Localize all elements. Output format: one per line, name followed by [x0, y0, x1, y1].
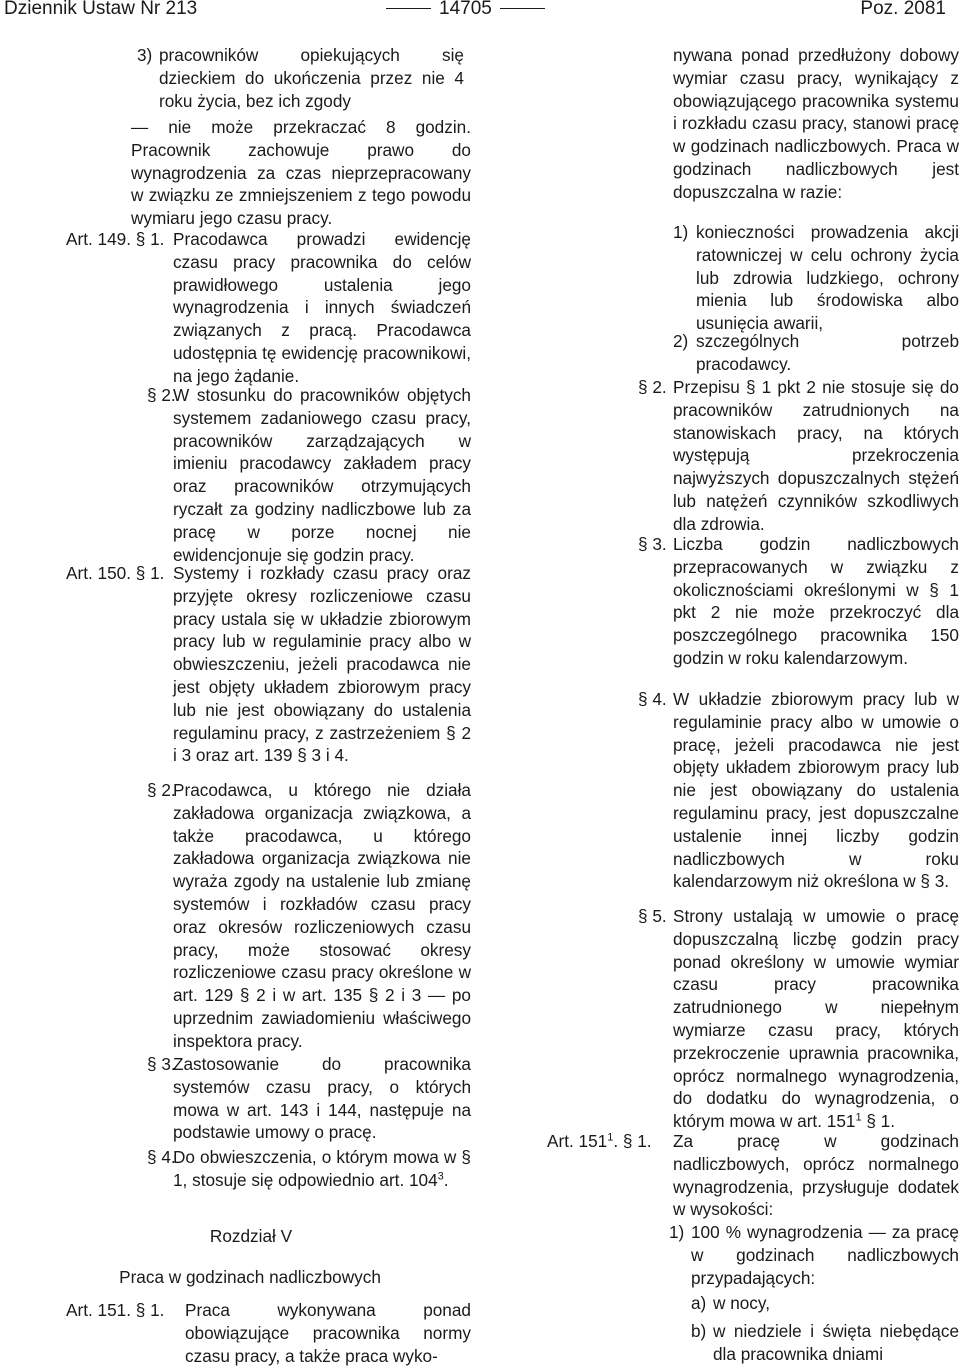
art-151-1-text: Za pracę w godzinach nadliczbowych, oprócz normalnego wynagrodzenia, przysługuje dodatek w wysokości: [673, 1131, 959, 1220]
art-151-1-label [547, 1130, 652, 1153]
art-149-label: Art. 149. § 1. [66, 229, 165, 249]
par-5-label: § 5. [638, 906, 667, 926]
rate-1-label: 1) [669, 1222, 685, 1242]
art-150-par-3: Zastosowanie do pracownika systemów czasu pracy, o których mowa w art. 143 i 144, następuje na podstawie umowy o pracę. [173, 1054, 471, 1143]
art-150-par-4-text: Do obwieszczenia, o którym mowa w § 1, stosuje się odpowiednio art. 104 [173, 1147, 471, 1190]
par-5-text [673, 905, 959, 1133]
par-5-end: § 1. [866, 1111, 896, 1132]
par-2-label: § 2. [638, 377, 667, 397]
art-150-par-4 [173, 1146, 471, 1192]
art-150-par-4-label: § 4. [147, 1147, 176, 1167]
art-150-label: Art. 150. § 1. [66, 563, 165, 583]
item-2-text: szczególnych potrzeb pracodawcy. [696, 331, 959, 374]
position-number: Poz. 2081 [860, 0, 946, 19]
rate-a-text: w nocy, [713, 1293, 770, 1313]
par-3-label: § 3. [638, 534, 667, 554]
par-2-text: Przepisu § 1 pkt 2 nie stosuje się do pracowników zatrudnionych na stanowiskach pracy, na których występują przekroczenia najwyższych dopuszczalnych stężeń lub natężeń czynników szkodliwych dla zdrowia. [673, 377, 959, 534]
chapter-number: Rozdział V [209, 1226, 293, 1246]
item-1-label: 1) [673, 222, 689, 242]
art-150-par-2: Pracodawca, u którego nie działa zakładowa organizacja związkowa, a także pracodawca, u którego zakładowa organizacja związkowa nie wyraża zgody na ustalenie lub zmianę systemów i rozkładów czasu pracy oraz okresów rozliczeniowych czasu pracy, może stosować okresy rozliczeniowe czasu pracy określone w art. 129 § 2 i w art. 135 § 2 i 3 — po uprzednim zawiadomieniu właściwego inspektora pracy. [173, 780, 471, 1051]
art-150-par-4-sup: 3 [437, 1170, 444, 1183]
art-150-par-3-label: § 3. [147, 1054, 176, 1074]
rate-b-text: w niedziele i święta niebędące dla pracownika dniami [713, 1321, 959, 1364]
art-151-label: Art. 151. § 1. [66, 1300, 165, 1320]
art-151-par-1: Praca wykonywana ponad obowiązujące pracownika normy czasu pracy, a także praca wyko- [185, 1300, 471, 1366]
rate-a-label: a) [691, 1293, 707, 1313]
journal-title: Dziennik Ustaw Nr 213 [4, 0, 198, 19]
item-2-label: 2) [673, 331, 689, 351]
art-150-par-4-end: . [443, 1169, 449, 1190]
par-5-sup: 1 [855, 1111, 862, 1124]
chapter-title: Praca w godzinach nadliczbowych [119, 1267, 381, 1287]
art-150-par-2-label: § 2. [147, 780, 176, 800]
par-3-text: Liczba godzin nadliczbowych przepracowanych w związku z okolicznościami określonymi w § 1 pkt 2 nie może przekroczyć dla poszczególnego pracownika 150 godzin w roku kalendarzowym. [673, 534, 959, 668]
par-4-text: W układzie zbiorowym pracy lub w regulaminie pracy albo w umowie o pracę, jeżeli pracodawca nie jest objęty układem zbiorowym pracy lub nie jest obowiązany do ustalenia regulaminu pracy, jest dopuszczalne ustalenie innej liczby godzin nadliczbowych w roku kalendarzowym niż określona w § 3. [673, 689, 959, 892]
art-150-par-1: Systemy i rozkłady czasu pracy oraz przyjęte okresy rozliczeniowe czasu pracy ustala się w układzie zbiorowym pracy lub w regulaminie pracy albo w obwieszczeniu, jeżeli pracodawca nie jest objęty układem zbiorowym pracy lub nie jest obowiązany do ustalenia regulaminu pracy, z zastrzeżeniem § 2 i 3 oraz art. 139 § 3 i 4. [173, 563, 471, 766]
par-4-label: § 4. [638, 689, 667, 709]
art-151-1-sup: 1 [607, 1131, 614, 1144]
item-3-label: 3) [137, 45, 153, 65]
par-5-body: Strony ustalają w umowie o pracę dopuszczalną liczbę godzin pracy ponad określony w umowie wymiar czasu pracy pracownika zatrudnionego w niepełnym wymiarze czasu pracy, których przekroczenie uprawnia pracownika, oprócz normalnego wynagrodzenia, do dodatku do wynagrodzenia, o którym mowa w art. 151 [673, 906, 959, 1132]
art-151-1-label-a: Art. 151 [547, 1131, 608, 1151]
art-149-par-1: Pracodawca prowadzi ewidencję czasu pracy pracownika do celów prawidłowego ustalenia jego wynagrodzenia i innych świadczeń związanych z pracą. Pracodawca udostępnia tę ewidencję pracownikowi, na jego żądanie. [173, 229, 471, 386]
item-1-text: konieczności prowadzenia akcji ratowniczej w celu ochrony życia lub zdrowia ludzkiego, ochrony mienia lub środowiska albo usunięcia awarii, [696, 222, 959, 334]
art-151-1-label-b: . § 1. [613, 1131, 652, 1151]
art-149-par-2: W stosunku do pracowników objętych systemem zadaniowego czasu pracy, pracowników zarządzających w imieniu pracodawcy zakładem pracy oraz pracowników otrzymujących ryczałt za godziny nadliczbowe lub za pracę w porze nocnej nie ewidencjonuje się godzin pracy. [173, 385, 471, 565]
right-continuation: nywana ponad przedłużony dobowy wymiar czasu pracy, wynikający z obowiązującego pracownika systemu i rozkładu czasu pracy, stanowi pracę w godzinach nadliczbowych. Praca w godzinach nadliczbowych jest dopuszczalna w razie: [673, 45, 959, 202]
rate-1-text: 100 % wynagrodzenia — za pracę w godzinach nadliczbowych przypadających: [691, 1222, 959, 1288]
page-number-text: 14705 [439, 0, 492, 19]
item-3-text: pracowników opiekujących się dzieckiem do ukończenia przez nie 4 roku życia, bez ich zgody [159, 45, 464, 111]
art-149-par-2-label: § 2. [147, 385, 176, 405]
rate-b-label: b) [691, 1321, 707, 1341]
paragraph-continuation: — nie może przekraczać 8 godzin. Pracownik zachowuje prawo do wynagrodzenia za czas nieprzepracowany w związku ze zmniejszeniem z tego powodu wymiaru jego czasu pracy. [131, 117, 471, 229]
